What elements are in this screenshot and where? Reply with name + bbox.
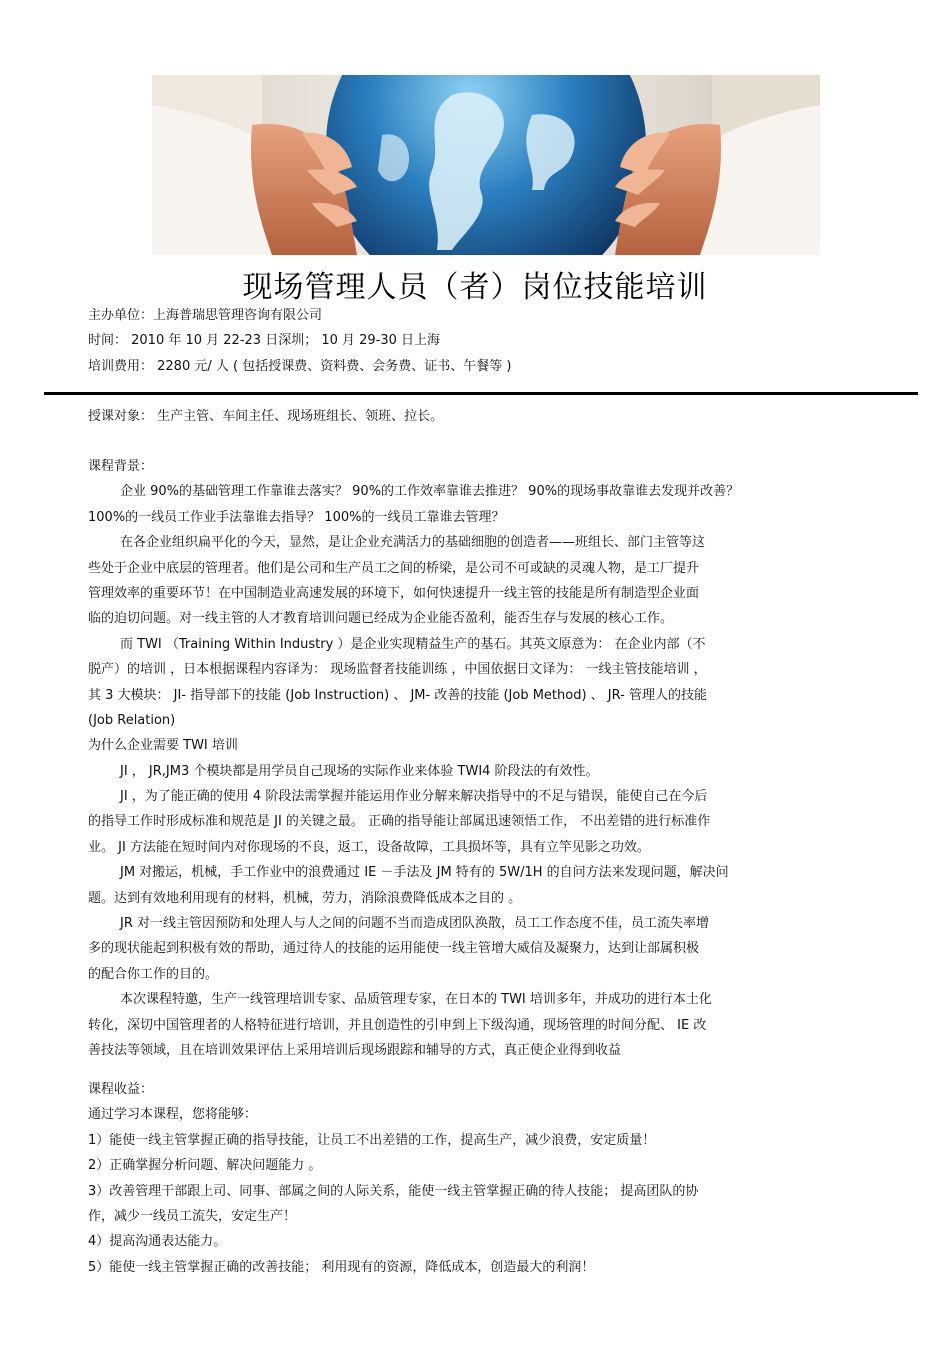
background-line: JR 对一线主管因预防和处理人与人之间的问题不当而造成团队涣散，员工工作态度不佳，员工流失率增 [120, 916, 709, 932]
background-line: 脱产）的培训 ，日本根据课程内容译为： 现场监督者技能训练 ，中国依据日文译为： 一线主管技能培训 ， [88, 662, 707, 678]
benefit-item: 5）能使一线主管掌握正确的改善技能； 利用现有的资源，降低成本，创造最大的利润！ [88, 1259, 595, 1275]
benefit-item: 3）改善管理干部跟上司、同事、部属之间的人际关系，能使一线主管掌握正确的待人技能； 提高团队的协 [88, 1183, 699, 1199]
background-line: 的指导工作时形成标准和规范是 JI 的关键之最。 正确的指导能让部属迅速领悟工作， 不出差错的进行标准作 [88, 814, 711, 830]
background-line: 为什么企业需要 TWI 培训 [88, 738, 238, 754]
audience-line [88, 404, 878, 429]
benefit-item: 4）提高沟通表达能力。 [88, 1234, 227, 1250]
background-line: 100%的一线员工作业手法靠谁去指导？ 100%的一线员工靠谁去管理？ [88, 509, 505, 525]
background-line: 在各企业组织扁平化的今天，显然，是让企业充满活力的基础细胞的创造者——班组长、部门主管等这 [120, 535, 706, 551]
benefit-item: 1）能使一线主管掌握正确的指导技能，让员工不出差错的工作，提高生产，减少浪费，安定质量！ [88, 1132, 656, 1148]
audience-text: 授课对象： 生产主管、车间主任、现场班组长、领班、拉长。 [88, 409, 444, 424]
background-line: 善技法等领域，且在培训效果评估上采用培训后现场跟踪和辅导的方式，真正使企业得到收益 [88, 1042, 622, 1058]
background-line: 题。达到有效地利用现有的材料，机械，劳力，消除浪费降低成本之目的 。 [88, 890, 522, 906]
background-line: 些处于企业中底层的管理者。他们是公司和生产员工之间的桥梁，是公司不可或缺的灵魂人物，是工厂提升 [88, 560, 700, 576]
background-line: 管理效率的重要环节！在中国制造业高速发展的环境下，如何快速提升一线主管的技能是所有制造型企业面 [88, 585, 700, 601]
background-line: 临的迫切问题。对一线主管的人才教育培训问题已经成为企业能否盈利，能否生存与发展的核心工作。 [88, 611, 674, 627]
course-background-section [88, 454, 878, 1063]
course-benefits-section [88, 1077, 878, 1280]
banner-image [152, 75, 820, 255]
background-line: JI ， JR,JM3 个模块都是用学员自己现场的实际作业来体验 TWI4 阶段法的有效性。 [120, 763, 599, 779]
background-line: 业。 JI 方法能在短时间内对你现场的不良，返工，设备故障，工具损坏等，具有立竿见影之功效。 [88, 839, 650, 855]
page-title: 现场管理人员（者）岗位技能培训 [242, 270, 708, 305]
background-line: 的配合你工作的目的。 [88, 966, 219, 982]
background-line: 而 TWI （Training Within Industry ）是企业实现精益生产的基石。其英文原意为： 在企业内部（不 [120, 636, 706, 652]
benefits-intro: 通过学习本课程，您将能够： [88, 1107, 258, 1123]
benefit-item: 作，减少一线员工流失，安定生产！ [88, 1208, 297, 1224]
background-line: 企业 90%的基础管理工作靠谁去落实？ 90%的工作效率靠谁去推进？ 90%的现场事故靠谁去发现并改善？ [120, 484, 740, 500]
time-line: 时间： 2010 年 10 月 22-23 日深圳； 10 月 29-30 日上海 [88, 333, 441, 348]
benefit-item: 2）正确掌握分析问题、解决问题能力 。 [88, 1158, 322, 1174]
background-line: JM 对搬运，机械，手工作业中的浪费通过 IE －手法及 JM 特有的 5W/1H 的自问方法来发现问题，解决问 [120, 865, 729, 881]
organizer-line: 主办单位：上海普瑞思管理咨询有限公司 [88, 308, 323, 323]
background-line: JI ，为了能正确的使用 4 阶段法需掌握并能运用作业分解来解决指导中的不足与错误，能使自己在今后 [120, 789, 708, 805]
background-line: (Job Relation) [88, 712, 176, 728]
background-heading: 课程背景： [88, 459, 154, 474]
benefits-heading: 课程收益： [88, 1082, 154, 1097]
background-line: 其 3 大模块： JI- 指导部下的技能 (Job Instruction) 、 JM- 改善的技能 (Job Method) 、 JR- 管理人的技能 [88, 687, 707, 703]
horizontal-divider [44, 392, 918, 395]
globe-in-hands-illustration [152, 75, 820, 255]
fee-line: 培训费用： 2280 元/ 人 ( 包括授课费、资料费、会务费、证书、午餐等 ) [88, 359, 512, 374]
background-line: 转化，深切中国管理者的人格特征进行培训，并且创造性的引申到上下级沟通，现场管理的时间分配、 IE 改 [88, 1017, 707, 1033]
background-line: 多的现状能起到积极有效的帮助，通过待人的技能的运用能使一线主管增大威信及凝聚力，达到让部属积极 [88, 941, 700, 957]
background-line: 本次课程特邀，生产一线管理培训专家、品质管理专家，在日本的 TWI 培训多年，并成功的进行本土化 [120, 992, 712, 1008]
